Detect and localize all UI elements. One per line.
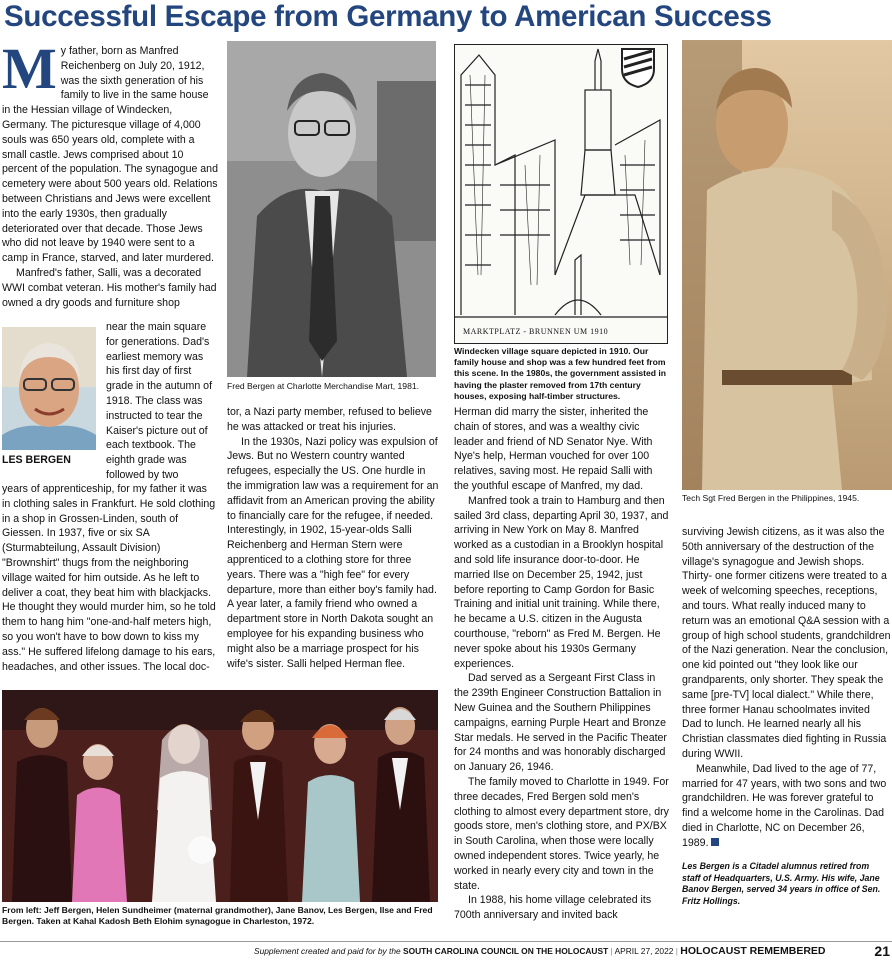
les-bergen-portrait xyxy=(2,327,96,450)
footer-left xyxy=(254,944,826,959)
paragraph: In 1988, his home village celebrated its 700th anniversary and invited back xyxy=(454,894,652,922)
end-mark-icon xyxy=(711,838,719,846)
windecken-sketch-caption: Windecken village square depicted in 1910. Our family house and shop was a few hundred feet from this scene. In the 1980s, the government assisted in having the plaster removed from 17th century houses, exposing half-timber structures. xyxy=(454,346,667,401)
paragraph: The family moved to Charlotte in 1949. For three decades, Fred Bergen sold men's clothing to almost every department store, dry goods store, men's clothing store, and PX/BX in South Carolina, when those were locally owned independent stores. Twice yearly, he worked in nearly every city and town in the state. xyxy=(454,775,669,892)
paragraph: tor, a Nazi party member, refused to believe he was attacked or treat his injuries. xyxy=(227,406,432,433)
crest-icon xyxy=(620,47,656,89)
paragraph: near the main square for generations. Dad's earliest memory was his first day of first grade in the autumn of 1918. The class was instructed to tear the Kaiser's picture out of each textbook. The eighth grade was followed by two xyxy=(106,321,213,481)
footer-date: APRIL 27, 2022 xyxy=(614,946,674,956)
footer-separator: | xyxy=(610,946,615,956)
headline: Successful Escape from Germany to American Success xyxy=(4,0,772,33)
paragraph: y father, born as Manfred Reichenberg on July 20, 1912, was the sixth generation of his family to live in the same house in the Hessian village of Windecken, Germany. The picturesque village of 4,000 souls was 650 years old, complete with a small castle. Jews comprised about 10 percent of the population. The synagogue and cemetery were about 500 years old. Relations between Christians and Jews were excellent into the early 1930s, then gradually deteriorated over that decade. Those Jews who did not leave by 1940 were sent to a camp in France, starved, and later murdered. xyxy=(2,45,218,265)
paragraph: In the 1930s, Nazi policy was expulsion of Jews. But no Western country wanted refugees, especially the US. One hurdle in the immigration law was a requirement for an affidavit from an American proving the ability to financially care for the refugee, if needed. Interestingly, in 1902, 15-year-olds Salli Reichenberg and Herman Stern were apprenticed to a clothing store for three years. There was a "high fee" for every departure, more than either boy's family had. A year later, a family friend who owned a department store in North Dakota sought an employee for his expanding business who might also be a marriage prospect for his wife's sister. Salli helped Herman flee. xyxy=(227,435,439,670)
author-note: Les Bergen is a Citadel alumnus retired from staff of Headquarters, U.S. Army. His wife, Jane Banov Bergen, served 34 years in office of Sen. Fritz Hollings. xyxy=(682,861,881,906)
paragraph: surviving Jewish citizens, as it was also the 50th anniversary of the destruction of the village's synagogue and Jewish shops. Thirty- one former citizens were treated to a week of welcoming speeches, receptions, and tours. What really induced many to return was an emotional Q&A session with a group of high school students, grandchildren of the Nazi generation. Near the conclusion, one kid pointed out "they look like our grandparents, only shorter. They speak the same [pre-TV] local dialect." While there, three former Hanau schoolmates invited Dad to lunch. He learned nearly all his Christian classmates died fighting in Russia during WWII. xyxy=(682,526,891,760)
article-column-1-side xyxy=(106,320,218,483)
les-bergen-caption: LES BERGEN xyxy=(2,454,71,466)
fred-bergen-1945-photo xyxy=(682,40,892,490)
article-column-4 xyxy=(682,525,892,851)
article-column-1 xyxy=(2,36,218,310)
fred-bergen-1945-caption: Tech Sgt Fred Bergen in the Philippines, 1945. xyxy=(682,493,860,503)
article-column-3 xyxy=(454,405,670,923)
footer-rule xyxy=(0,941,892,942)
page-footer xyxy=(0,944,892,959)
paragraph: Herman did marry the sister, inherited the chain of stores, and was a wealthy civic leader and friend of ND Senator Nye. With Nye's help, Herman vouched for over 100 relatives, saving most. He repaid Salli with the youthful escape of Manfred, my dad. xyxy=(454,406,653,492)
drop-cap: M xyxy=(2,36,57,101)
wedding-photo-caption: From left: Jeff Bergen, Helen Sundheimer (maternal grandmother), Jane Banov, Les Bergen, Ilse and Fred Bergen. Taken at Kahal Kadosh Beth Elohim synagogue in Charleston, 1972. xyxy=(2,905,433,927)
footer-supplement: Supplement created and paid for by the xyxy=(254,946,401,956)
paragraph: years of apprenticeship, for my father it was in clothing sales in Frankfurt. He sold clothing in a shop in Grossen-Linden, south of Giessen. In 1937, five or six SA (Sturmabteilung, Assault Division) "Brownshirt" thugs from the neighboring village waited for him outside. As he left to deliver a coat, they beat him with blackjacks. He thought they would murder him, so he told them to hang him "one-and-half meters high, so you won't have to bow down to kiss my ass." He suffered lifelong damage to his ears, headaches, and other issues. The local doc- xyxy=(2,483,216,673)
footer-separator: | xyxy=(675,946,681,956)
paragraph: Manfred took a train to Hamburg and then sailed 3rd class, departing April 30, 1937, and arriving in New York on May 8. Manfred worked as a custodian in a Brooklyn hospital and sold life insurance door-to-door. He married Ilse on December 25, 1942, just before reporting to Camp Gordon for Basic Training and initial unit training. While there, he became a U.S. citizen in the Augusta courthouse, "reborn" as Fred M. Bergen. He never spoke about his 1930s Germany experiences. xyxy=(454,494,669,670)
fred-bergen-1981-photo xyxy=(227,41,436,377)
fred-bergen-1981-caption: Fred Bergen at Charlotte Merchandise Mart, 1981. xyxy=(227,381,420,391)
footer-section: HOLOCAUST REMEMBERED xyxy=(680,945,826,957)
article-column-1-rest xyxy=(2,482,218,674)
wedding-photo xyxy=(2,690,438,902)
paragraph: Manfred's father, Salli, was a decorated WWI combat veteran. His mother's family had owned a dry goods and furniture shop xyxy=(2,266,217,309)
sketch-label: MARKTPLATZ - BRUNNEN UM 1910 xyxy=(463,327,609,336)
paragraph: Dad served as a Sergeant First Class in the 239th Engineer Construction Battalion in New Guinea and the Southern Philippines campaigns, earning Purple Heart and Bronze Star medals. He served in the Pacific Theater for 24 months and was honorably discharged on January 26, 1946. xyxy=(454,672,667,774)
article-column-2 xyxy=(227,405,443,671)
closing-text: Meanwhile, Dad lived to the age of 77, married for 47 years, with two sons and two grandchildren. He was forever grateful to find a welcome home in the Carolinas. Dad died in Charlotte, NC on December 26, 1989. xyxy=(682,762,887,849)
page-number: 21 xyxy=(874,943,890,959)
paragraph xyxy=(682,762,892,851)
footer-council: SOUTH CAROLINA COUNCIL ON THE HOLOCAUST xyxy=(403,946,609,956)
